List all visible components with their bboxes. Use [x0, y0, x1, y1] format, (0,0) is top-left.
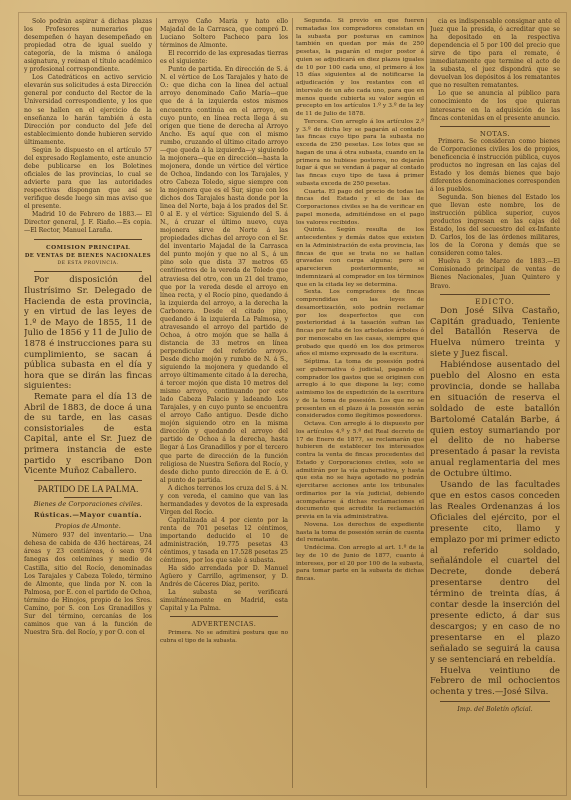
col3-paragraph-8: Novena. Los derechos de expediente hasta la toma de posesión serán de cuenta del rematante.: [296, 521, 424, 544]
column-3: [296, 18, 424, 584]
section-rule: [34, 239, 142, 240]
section-rule: [34, 271, 142, 272]
col4-nota-2: Segunda. Son bienes del Estado los que llevan este nombre, los de instrucción pública superior, cuyos productos ingresan en las cajas del Estado, los del secuestro del ex-Infante D. Carlos, los de las órdenes militares, los de la Corona y demás que se consideren como tales.: [430, 193, 560, 258]
section-rule: [34, 480, 142, 481]
col2-paragraph-7: La subasta se verificará simultáneamente en Madrid, esta Capital y La Palma.: [160, 589, 288, 613]
partido-heading: PARTIDO DE LA PALMA.: [37, 483, 139, 494]
section-rule: [440, 701, 550, 702]
commission-subheading: DE VENTAS DE BIENES NACIONALES: [24, 253, 152, 260]
col4-signature: Huelva 3 de Marzo de 1883.—El Comisionado principal de ventas de Bienes Nacionales, Juan Quintero y Bravo.: [430, 258, 560, 290]
col3-paragraph-6: Séptima. La toma de posesión podrá ser gubernativa ó judicial, pagando el comprador los gastos que se originen con arreglo á lo que dispone la ley; como asimismo los de expedición de la escritura y de la toma de posesión. Los que no se presenten en el plazo á la posesión serán considerados como ilegítimos poseedores.: [296, 359, 424, 420]
bienes-heading: Bienes de Corporaciones civiles.: [33, 500, 143, 509]
edicto-paragraph-1: Don José Silva Castaño, Capitán graduado, Teniente del Batallón Reserva de Huelva número treinta y siete y Juez fiscal.: [430, 305, 560, 360]
edicto-paragraph-4: Huelva veintiuno de Febrero de mil ochocientos ochenta y tres.—José Silva.: [430, 665, 560, 698]
column-divider-3: [426, 18, 427, 788]
section-rule: [440, 294, 550, 295]
col2-paragraph-2: El recorrido de las expresadas tierras es el siguiente:: [160, 50, 288, 66]
col2-paragraph-6: Ha sido arrendada por D. Manuel Agüero y Carrillo, agrimensor, y D. Andrés de Cáceres Díaz, perito.: [160, 565, 288, 589]
col4-paragraph-1: cia es indispensable consignar ante el Juez que la presida, ó acreditar que se ha depositado en la respectiva dependencia el 5 por 100 del precio que sirve de tipo para el remate, é inmediatamente que termine el acto de la subasta, el juez dispondrá que se devuelvan los depósitos á los rematantes que no resulten rematantes.: [430, 18, 560, 90]
short-rule: [64, 497, 112, 498]
col4-paragraph-2: Lo que se anuncia al público para conocimiento de los que quieran interesarse en la adquisición de las fincas contenidas en el presente anuncio.: [430, 90, 560, 122]
col1-paragraph-3: Según lo dispuesto en el artículo 57 del expresado Reglamento, este anuncio debe publicarse en los Boletines oficiales de las provincias, lo cual se advierte para que las autoridades respectivas dispongan que así se verifique desde luego sin mas aviso que el presente.: [24, 146, 152, 211]
advertencias-heading: ADVERTENCIAS.: [191, 620, 257, 629]
col3-paragraph-3: Cuarta. El pago del precio de todas las fincas del Estado y el de las de Corporaciones civiles se ha de verificar en papel moneda, admitiéndose en el pago los valores recibidos.: [296, 188, 424, 226]
col1-paragraph-2: Los Catedráticos en activo servicio elevarán sus solicitudes á esta Dirección general por conducto del Rector de la Universidad correspondiente, y los que no se hallen en el ejercicio de la enseñanza lo harán también á esta Dirección por conducto del Jefe del establecimiento donde hubieren servido últimamente.: [24, 74, 152, 146]
imprenta-footer: Imp. del Boletín oficial.: [457, 705, 533, 714]
commission-subheading-2: DE ESTA PROVINCIA.: [57, 261, 119, 267]
col2-paragraph-3: Punto de partida. En dirección de S. á N. el vértice de Los Tarajales y hato de O.: que dicha con la linea del actual arroyo denominado Caño María—que que de á la izquierda estos mismos encuentra continúa en el arroyo, en cuyo punto, en línea recta llega á su origen que tiene de derecha al Arroyo Ancho. Es aquí que con el mismo rumbo, cruzando el último citado arroyo—que queda á la izquierda—y siguiendo la mojonera—que en dirección—hasta la mojonera, donde un vértice del vértice de Ochoa, lindando con los Tarajales, y otro Cabeza Toledo, sigue siempre con la mojonera que es el Sur, sigue con los dichos dos Tarajales hasta donde por la linea del Norte, baja á los prados del Sr. 0 al E. y el vértice: Siguiendo del S. á N., á cruzar el último nuevo, cuya mojonera sirve de Norte á las propiedades dichas del arroyo con el Sr. del inventario Majadal de la Carrasca del punto mojón y que no al S., á un pino solo que dista 37 metros 65 centímetros de la vereda de Toledo que atraviesa del otro, con un 21 del tramo, que por la vereda desde el arroyo en línea recta, y el Rocío pino, quedando á la izquierda del arroyo, a la derecha la Carbonera. Desde el citado pino, quedando á la izquierda La Palmosa, y atravesando el arroyo del partido de Ochoa, á otro mojón que se halla á distancia de 33 metros en línea perpendicular del referido arroyo. Desde dicho mojón y rumbo de N. á S., siguiendo la mojonera y quedando el arroyo últimamente citado á la derecha, á tercer mojón que dista 10 metros del mismo arroyo, continuando por este lado Cabeza Palacio y ladeando Los Tarajales, y en cuyo punto se encuentra el arroyo Caño antiguo. Desde dicho mojón siguiendo otro en la misma dirección y quedando el arroyo del partido de Ochoa á la derecha, hasta llegar á Los Granadillos y por el tercero que parte de dirección de la función religiosa de Nuestra Señora del Rocío, y desde dicho punto dirección de E. á O. al punto de partida.: [160, 66, 288, 484]
rusticas-heading: Rústicas.—Mayor cuantía.: [34, 511, 142, 520]
propios-heading: Propios de Almonte.: [55, 522, 121, 531]
col2-paragraph-4: A dichos terrenos los cruza del S. á N. y con vereda, el camino que van las hermandades y devotos de la expresada Virgen del Rocío.: [160, 484, 288, 516]
col2-paragraph-1: arroyo Caño María y hato ello Majadal de la Carrasca, que compró D. Luciano Soltero Pacheco para los términos de Almonte.: [160, 18, 288, 50]
edicto-paragraph-3: Usando de las facultades que en estos casos conceden las Reales Ordenanzas á los Oficiales del ejército, por el presente cito, llamo y emplazo por mi primer edicto al referido soldado, señalándole el cuartel del Decrete, donde deberá presentarse dentro del término de treinta días, á contar desde la inserción del presente edicto, á dar sus descargos; y en caso de no presentarse en el plazo señalado se seguirá la causa y se sentenciará en rebeldía.: [430, 480, 560, 665]
column-divider-1: [156, 18, 157, 788]
col1-paragraph-4: Madrid 10 de Febrero de 1883.— El Director general, J. F. Riaño.—Es copia.—El Rector, Manuel Laraña.: [24, 211, 152, 235]
section-rule: [170, 616, 278, 617]
col1-announcement: Por disposición del Ilustrísimo Sr. Delegado de Hacienda de esta provincia, y en virtud de las leyes de 1.º de Mayo de 1855, 11 de Julio de 1856 y 11 de Julio de 1878 é instrucciones para su cumplimiento, se sacan á pública subasta en el día y hora que se dirán las fincas siguientes:: [24, 275, 152, 392]
column-divider-2: [292, 18, 293, 788]
col3-paragraph-7: Octava. Con arreglo á lo dispuesto por los artículos 4.º y 5.º del Real decreto de 17 de Enero de 1877, se reclamarán que hubieren de establecer los interesados contra la venta de fincas procedentes del Estado y Corporaciones civiles, solo se admitirán por la vía gubernativa, y hasta que esta no se haya agotado no podrán ejercitarse acciones ante los tribunales ordinarios por la vía judicial, debiendo acompañarse á dichas reclamaciones el documento que acredite la reclamación previa en la vía administrativa.: [296, 421, 424, 520]
col1-auction-date: Remate para el día 13 de Abril de 1883, de doce á una de su tarde, en las casas consistoriales de esta Capital, ante el Sr. Juez de primera instancia de este partido y escribano Don Vicente Muñoz Caballero.: [24, 391, 152, 477]
col3-paragraph-1: Segunda. Si previo en que fueren rematadas los compradores consistan en la subasta por posturas en caminos también en quedan por más de 250 pesetas, la pagarán el mejor postor á quien se adjudicará en diez plazos iguales de 10 por 100 cada uno, el primero á los 15 días siguientes al de notificarse la adjudicación y los restantes con el intervalo de un año cada uno, para que en menos quede cubierta su valor según el precepto en los artículos 1.º y 3.º de la ley de 11 de Julio de 1878.: [296, 18, 424, 117]
edicto-paragraph-2: Habiéndose ausentado del pueblo del Alosno en esta provincia, donde se hallaba en situación de reserva el soldado de este batallón Bartolomé Catalán Barbe, á quien estoy sumariando por el delito de no haberse presentado á pasar la revista anual reglamentaria del mes de Octubre último.: [430, 360, 560, 480]
col3-paragraph-2: Tercera. Con arreglo á los artículos 2.º y 3.º de dicha ley se pagarán al contado las fincas cuyo tipo para la subasta no exceda de 250 pesetas. Los lotes que se hagan de una á otra subasta, cuando en la primera no hubiese postores, no dejarán lugar á que se vendan á pagar al contado las fincas cuyo tipo de tasa á primer subasta exceda de 250 pesetas.: [296, 118, 424, 187]
col3-paragraph-5: Sexta. Los compradores de fincas comprendidas en las leyes de desamortización, solo podrán reclamar por los desperfectos que con posterioridad á la tasación sufran las fincas por falta de los arbolados árboles ó por menoscabo en las casas, siempre que probado que quedó en los dos primeros años el mismo expresado de la escritura.: [296, 289, 424, 358]
notas-heading: NOTAS.: [479, 129, 511, 138]
col2-advertencia-1: Primera. No se admitirá postura que no cubra el tipo de la subasta.: [160, 629, 288, 644]
col1-paragraph-1: Solo podrán aspirar á dichas plazas los Profesores numerarios que desempeñen ó hayan desempeñado en propiedad otra de igual sueldo y categoría, de la misma ó análoga asignatura, y reúnan el título académico y profesional correspondiente.: [24, 18, 152, 74]
col4-nota-1: Primera. Se consideran como bienes de Corporaciones civiles los de propios, beneficencia é instrucción pública, cuyos productos no ingresan en las cajas del Estado y los demás bienes que bajo diferentes denominaciones corresponden á los pueblos.: [430, 137, 560, 193]
commission-heading: COMISION PRINCIPAL: [45, 245, 131, 252]
col3-paragraph-4: Quinta. Según resulta de los antecedentes y demás datos que existen en la Administración de esta provincia, las fincas de que se trata no se hallan gravadas con carga alguna; pero si aparecieren posteriormente, se indemnizará al comprador en los términos que en la citada ley se determina.: [296, 227, 424, 288]
col1-inventory-text: Número 937 del inventario.— Una dehesa de cabida de 436 hectáreas, 24 áreas y 23 centiáreas, ó sean 974 fanegas dos celemines y medio de Castilla, sitio del Rocío, denominadas Los Tarajales y Cabeza Toledo, término de Almonte, que linda por N. con la Palmosa, por E. con el partido de Ochoa, término de Hinojos, propio de los Sres. Camino, por S. con Los Granadillos y Sur del término, cercanías de los caminos que van á la función de Nuestra Sra. del Rocío, y por O. con el: [24, 532, 152, 636]
column-2: [160, 18, 288, 645]
column-4: [430, 18, 560, 713]
column-1: [24, 18, 152, 637]
col2-paragraph-5: Capitalizada al 4 por ciento por la renta de 701 pesetas 12 céntimos, importando deducido el 10 de administración, 19.775 pesetas 43 céntimos, y tasada en 17.528 pesetas 25 céntimos, por los que sale á subasta.: [160, 516, 288, 565]
col3-paragraph-9: Undécima. Con arreglo al art. 1.º de la ley de 10 de Junio de 1877, cuanto á intereses, por el 20 por 100 de la subasta, para tomar parte en la subasta de dichas fincas.: [296, 545, 424, 582]
section-rule: [440, 126, 550, 127]
edicto-heading: EDICTO.: [475, 296, 515, 306]
